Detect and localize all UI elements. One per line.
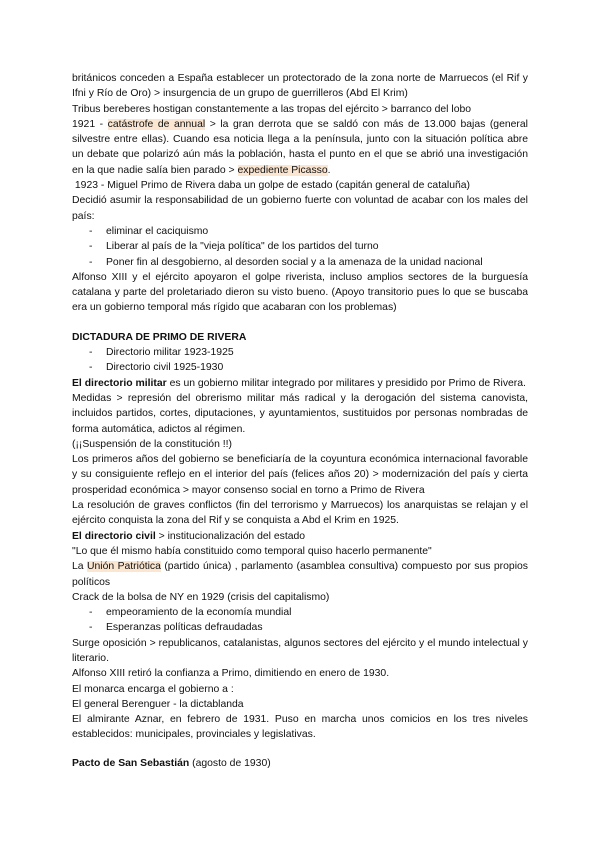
- intro-1921-prefix: 1921 -: [72, 118, 108, 130]
- directorio-civil-paragraph: [72, 529, 528, 544]
- highlight-union-patriotica: Unión Patriótica: [87, 561, 161, 573]
- resolucion-paragraph: La resolución de graves conflictos (fin del terrorismo y Marruecos) los anarquistas se relajan y el ejército conquista la zona del Rif y se conquista a Abd el Krim en 1925.: [72, 500, 528, 527]
- intro-protectorado: británicos conceden a España establecer un protectorado de la zona norte de Marruecos (el Rif y Ifni y Río de Oro) > insurgencia de un grupo de guerrilleros (Abd El Krim): [72, 73, 528, 100]
- intro-alfonso: Alfonso XIII y el ejército apoyaron el golpe riverista, incluso amplios sectores de la burguesía catalana y parte del proletariado dieron su visto bueno. (Apoyo transitorio pues lo que se buscaba era un gobierno temporal más rígido que acabaran con los problemas): [72, 271, 528, 314]
- primeros-paragraph: Los primeros años del gobierno se beneficiaría de la coyuntura económica internacional favorable y su consiguiente reflejo en el interior del país (felices años 20) > modernización del país y cierta prosperidad económica > mayor consenso social en torno a Primo de Rivera: [72, 454, 528, 496]
- directorio-civil-text: > institucionalización del estado: [155, 530, 306, 542]
- intro-decidio: Decidió asumir la responsabilidad de un gobierno fuerte con voluntad de acabar con los males del país:: [72, 195, 528, 222]
- highlight-catastrofe-annual: catástrofe de annual: [107, 118, 206, 130]
- monarca-line: El monarca encarga el gobierno a :: [72, 683, 234, 695]
- directorio-militar-paragraph: [72, 376, 528, 391]
- pacto-date: (agosto de 1930): [189, 757, 271, 769]
- intro-tribus: Tribus bereberes hostigan constantemente a las tropas del ejército > barranco del lobo: [72, 103, 472, 115]
- union-text: (partido única) , parlamento (asamblea consultiva) compuesto por sus propios políticos: [72, 561, 528, 588]
- directorio-militar-text: es un gobierno militar integrado por militares y presidido por Primo de Rivera.: [166, 377, 526, 389]
- list-item: - Directorio militar 1923-1925: [89, 345, 528, 360]
- list-item: - Esperanzas políticas defraudadas: [89, 620, 528, 635]
- list-item: - Poner fin al desgobierno, al desorden social y a la amenaza de la unidad nacional: [89, 255, 528, 270]
- suspension-note: (¡¡Suspensión de la constitución !!): [72, 438, 232, 450]
- oposicion-paragraph: Surge oposición > republicanos, catalanistas, algunos sectores del ejército y el mundo intelectual y literario.: [72, 637, 528, 664]
- directorio-militar-term: El directorio militar: [72, 377, 167, 389]
- berenguer-line: El general Berenguer - la dictablanda: [72, 698, 244, 710]
- union-prefix: La: [72, 561, 87, 573]
- pacto-heading-line: [72, 756, 528, 771]
- crisis-list: [72, 605, 528, 636]
- union-patriotica-paragraph: [72, 559, 528, 590]
- intro-1921-body: > la gran derrota que se saldó con más de 13.000 bajas (general silvestre entre ellas). Cuando esa noticia llega a la península, junto con la situación política abre un debate que polarizó aún más la población, hasta el punto en el que se abrió una investigación en la que nadie salía bien parado >: [72, 118, 528, 176]
- intro-1921-end: .: [327, 164, 331, 176]
- pacto-term: Pacto de San Sebastián: [72, 757, 190, 769]
- quote-line: "Lo que él mismo había constituido como temporal quiso hacerlo permanente": [72, 545, 432, 557]
- medidas-paragraph: Medidas > represión del obrerismo militar más radical y la derogación del sistema canovista, incluidos partidos, cortes, diputaciones, y ayuntamientos, sustituidos por personas nombradas de forma automática, adictos al régimen.: [72, 392, 528, 435]
- retiro-line: Alfonso XIII retiró la confianza a Primo, dimitiendo en enero de 1930.: [72, 668, 390, 680]
- intro-1923: 1923 - Miguel Primo de Rivera daba un golpe de estado (capitán general de cataluña): [72, 180, 470, 192]
- list-item: - Liberar al país de la "vieja política" de los partidos del turno: [89, 239, 528, 254]
- list-item: - Directorio civil 1925-1930: [89, 360, 528, 375]
- intro-1921: [72, 117, 528, 178]
- aznar-paragraph: El almirante Aznar, en febrero de 1931. Puso en marcha unos comicios en los tres niveles establecidos: municipales, provinciales y legislativas.: [72, 714, 528, 741]
- crack-line: Crack de la bolsa de NY en 1929 (crisis del capitalismo): [72, 591, 330, 603]
- list-item: - empeoramiento de la economía mundial: [89, 605, 528, 620]
- section-heading-dictadura: DICTADURA DE PRIMO DE RIVERA: [72, 331, 247, 343]
- males-list: [72, 224, 528, 270]
- fases-list: [72, 345, 528, 376]
- list-item: - eliminar el caciquismo: [89, 224, 528, 239]
- highlight-expediente-picasso: expediente Picasso: [237, 164, 328, 176]
- directorio-civil-term: El directorio civil: [72, 530, 156, 542]
